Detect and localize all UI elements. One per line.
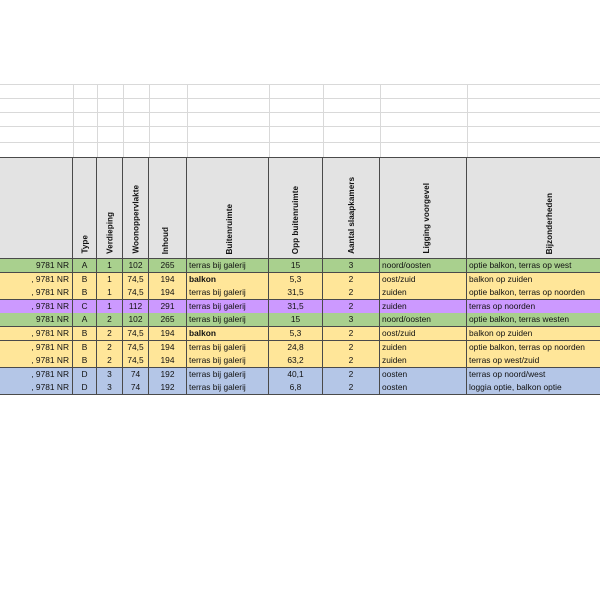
cell-ligging[interactable]: zuiden <box>380 341 467 355</box>
header-buitenruimte-label: Buitenruimte <box>225 203 234 254</box>
cell-adres[interactable]: , 9781 NR <box>0 381 73 395</box>
cell-inhoud[interactable]: 265 <box>149 259 187 273</box>
cell-verdieping[interactable]: 2 <box>97 341 123 355</box>
cell-buitenruimte[interactable]: terras bij galerij <box>187 300 269 314</box>
cell-opp[interactable]: 24,8 <box>269 341 323 355</box>
header-inhoud[interactable] <box>149 157 187 259</box>
cell-buitenruimte[interactable]: balkon <box>187 327 269 341</box>
cell-verdieping[interactable]: 1 <box>97 273 123 287</box>
cell-opp[interactable]: 31,5 <box>269 286 323 300</box>
gridline-h <box>0 84 600 85</box>
gridline-v <box>467 84 468 157</box>
cell-buitenruimte[interactable]: terras bij galerij <box>187 341 269 355</box>
cell-woonopp[interactable]: 74,5 <box>123 341 149 355</box>
cell-verdieping[interactable]: 2 <box>97 313 123 327</box>
cell-verdieping[interactable]: 1 <box>97 286 123 300</box>
cell-adres[interactable]: , 9781 NR <box>0 341 73 355</box>
cell-buitenruimte[interactable]: balkon <box>187 273 269 287</box>
cell-verdieping[interactable]: 3 <box>97 381 123 395</box>
gridline-v <box>269 84 270 157</box>
cell-bijzonderheden[interactable]: terras op noord/west <box>467 368 600 382</box>
cell-slaapkamers[interactable]: 2 <box>323 327 380 341</box>
gridline-h <box>0 112 600 113</box>
cell-opp[interactable]: 31,5 <box>269 300 323 314</box>
cell-inhoud[interactable]: 194 <box>149 354 187 368</box>
header-type[interactable] <box>73 157 97 259</box>
cell-buitenruimte[interactable]: terras bij galerij <box>187 381 269 395</box>
cell-opp[interactable]: 6,8 <box>269 381 323 395</box>
gridline-v <box>73 84 74 157</box>
cell-ligging[interactable]: noord/oosten <box>380 259 467 273</box>
cell-verdieping[interactable]: 3 <box>97 368 123 382</box>
cell-type[interactable]: A <box>73 313 97 327</box>
cell-ligging[interactable]: zuiden <box>380 300 467 314</box>
cell-buitenruimte[interactable]: terras bij galerij <box>187 286 269 300</box>
cell-inhoud[interactable]: 192 <box>149 381 187 395</box>
cell-bijzonderheden[interactable]: optie balkon, terras op noorden <box>467 286 600 300</box>
cell-adres[interactable]: , 9781 NR <box>0 273 73 287</box>
gridline-v <box>380 84 381 157</box>
cell-type[interactable]: B <box>73 286 97 300</box>
cell-slaapkamers[interactable]: 3 <box>323 259 380 273</box>
header-buitenruimte[interactable] <box>187 157 269 259</box>
cell-type[interactable]: D <box>73 381 97 395</box>
cell-inhoud[interactable]: 192 <box>149 368 187 382</box>
cell-opp[interactable]: 15 <box>269 313 323 327</box>
cell-inhoud[interactable]: 194 <box>149 341 187 355</box>
cell-slaapkamers[interactable]: 2 <box>323 286 380 300</box>
cell-buitenruimte[interactable]: terras bij galerij <box>187 354 269 368</box>
cell-woonopp[interactable]: 74 <box>123 381 149 395</box>
cell-bijzonderheden[interactable]: balkon op zuiden <box>467 273 600 287</box>
gridline-h <box>0 142 600 143</box>
cell-type[interactable]: B <box>73 341 97 355</box>
cell-slaapkamers[interactable]: 2 <box>323 381 380 395</box>
header-slaapkamers[interactable] <box>323 157 380 259</box>
cell-adres[interactable]: , 9781 NR <box>0 354 73 368</box>
header-opp-buitenruimte[interactable] <box>269 157 323 259</box>
cell-woonopp[interactable]: 74 <box>123 368 149 382</box>
cell-adres[interactable]: 9781 NR <box>0 313 73 327</box>
cell-type[interactable]: B <box>73 327 97 341</box>
header-bijzonderheden-label: Bijzonderheden <box>545 192 554 254</box>
cell-type[interactable]: C <box>73 300 97 314</box>
cell-adres[interactable]: , 9781 NR <box>0 368 73 382</box>
gridline-h <box>0 126 600 127</box>
cell-woonopp[interactable]: 74,5 <box>123 286 149 300</box>
cell-verdieping[interactable]: 1 <box>97 300 123 314</box>
gridline-v <box>97 84 98 157</box>
cell-woonopp[interactable]: 102 <box>123 259 149 273</box>
cell-buitenruimte[interactable]: terras bij galerij <box>187 259 269 273</box>
header-woonoppervlakte-label: Woonoppervlakte <box>131 185 140 254</box>
cell-inhoud[interactable]: 291 <box>149 300 187 314</box>
gridline-v <box>149 84 150 157</box>
header-opp-buitenruimte-label: Opp buitenruimte <box>291 185 300 254</box>
header-inhoud-label: Inhoud <box>161 226 170 254</box>
cell-inhoud[interactable]: 194 <box>149 273 187 287</box>
cell-ligging[interactable]: zuiden <box>380 354 467 368</box>
cell-ligging[interactable]: zuiden <box>380 286 467 300</box>
cell-woonopp[interactable]: 74,5 <box>123 354 149 368</box>
cell-type[interactable]: A <box>73 259 97 273</box>
cell-opp[interactable]: 63,2 <box>269 354 323 368</box>
cell-bijzonderheden[interactable]: terras op noorden <box>467 300 600 314</box>
gridline-v <box>323 84 324 157</box>
cell-verdieping[interactable]: 1 <box>97 259 123 273</box>
cell-buitenruimte[interactable]: terras bij galerij <box>187 313 269 327</box>
gridline-v <box>187 84 188 157</box>
cell-opp[interactable]: 5,3 <box>269 327 323 341</box>
cell-ligging[interactable]: oosten <box>380 381 467 395</box>
header-bijzonderheden[interactable] <box>467 157 600 259</box>
header-verdieping-label: Verdieping <box>105 212 114 254</box>
cell-slaapkamers[interactable]: 2 <box>323 368 380 382</box>
cell-adres[interactable]: , 9781 NR <box>0 300 73 314</box>
cell-ligging[interactable]: oosten <box>380 368 467 382</box>
cell-buitenruimte[interactable]: terras bij galerij <box>187 368 269 382</box>
cell-ligging[interactable]: oost/zuid <box>380 273 467 287</box>
cell-woonopp[interactable]: 74,5 <box>123 273 149 287</box>
cell-bijzonderheden[interactable]: optie balkon, terras op west <box>467 259 600 273</box>
header-type-label: Type <box>80 235 89 254</box>
cell-woonopp[interactable]: 102 <box>123 313 149 327</box>
cell-type[interactable]: D <box>73 368 97 382</box>
cell-inhoud[interactable]: 194 <box>149 327 187 341</box>
gridline-v <box>123 84 124 157</box>
cell-slaapkamers[interactable]: 2 <box>323 354 380 368</box>
cell-opp[interactable]: 40,1 <box>269 368 323 382</box>
cell-inhoud[interactable]: 265 <box>149 313 187 327</box>
cell-woonopp[interactable]: 74,5 <box>123 327 149 341</box>
cell-bijzonderheden[interactable]: loggia optie, balkon optie <box>467 381 600 395</box>
cell-adres[interactable]: , 9781 NR <box>0 286 73 300</box>
cell-bijzonderheden[interactable]: terras op west/zuid <box>467 354 600 368</box>
cell-verdieping[interactable]: 2 <box>97 354 123 368</box>
cell-bijzonderheden[interactable]: optie balkon, terras westen <box>467 313 600 327</box>
cell-ligging[interactable]: noord/oosten <box>380 313 467 327</box>
cell-slaapkamers[interactable]: 2 <box>323 341 380 355</box>
cell-opp[interactable]: 5,3 <box>269 273 323 287</box>
cell-verdieping[interactable]: 2 <box>97 327 123 341</box>
cell-slaapkamers[interactable]: 2 <box>323 273 380 287</box>
header-ligging-label: Ligging voorgevel <box>422 183 431 254</box>
cell-slaapkamers[interactable]: 3 <box>323 313 380 327</box>
header-woonoppervlakte[interactable] <box>123 157 149 259</box>
cell-opp[interactable]: 15 <box>269 259 323 273</box>
cell-type[interactable]: B <box>73 273 97 287</box>
header-verdieping[interactable] <box>97 157 123 259</box>
gridline-h <box>0 98 600 99</box>
cell-slaapkamers[interactable]: 2 <box>323 300 380 314</box>
cell-woonopp[interactable]: 112 <box>123 300 149 314</box>
header-adres[interactable] <box>0 157 73 259</box>
cell-bijzonderheden[interactable]: balkon op zuiden <box>467 327 600 341</box>
cell-inhoud[interactable]: 194 <box>149 286 187 300</box>
cell-bijzonderheden[interactable]: optie balkon, terras op noorden <box>467 341 600 355</box>
cell-type[interactable]: B <box>73 354 97 368</box>
header-ligging[interactable] <box>380 157 467 259</box>
cell-ligging[interactable]: oost/zuid <box>380 327 467 341</box>
cell-adres[interactable]: , 9781 NR <box>0 327 73 341</box>
header-slaapkamers-label: Aantal slaapkamers <box>347 177 356 254</box>
cell-adres[interactable]: 9781 NR <box>0 259 73 273</box>
